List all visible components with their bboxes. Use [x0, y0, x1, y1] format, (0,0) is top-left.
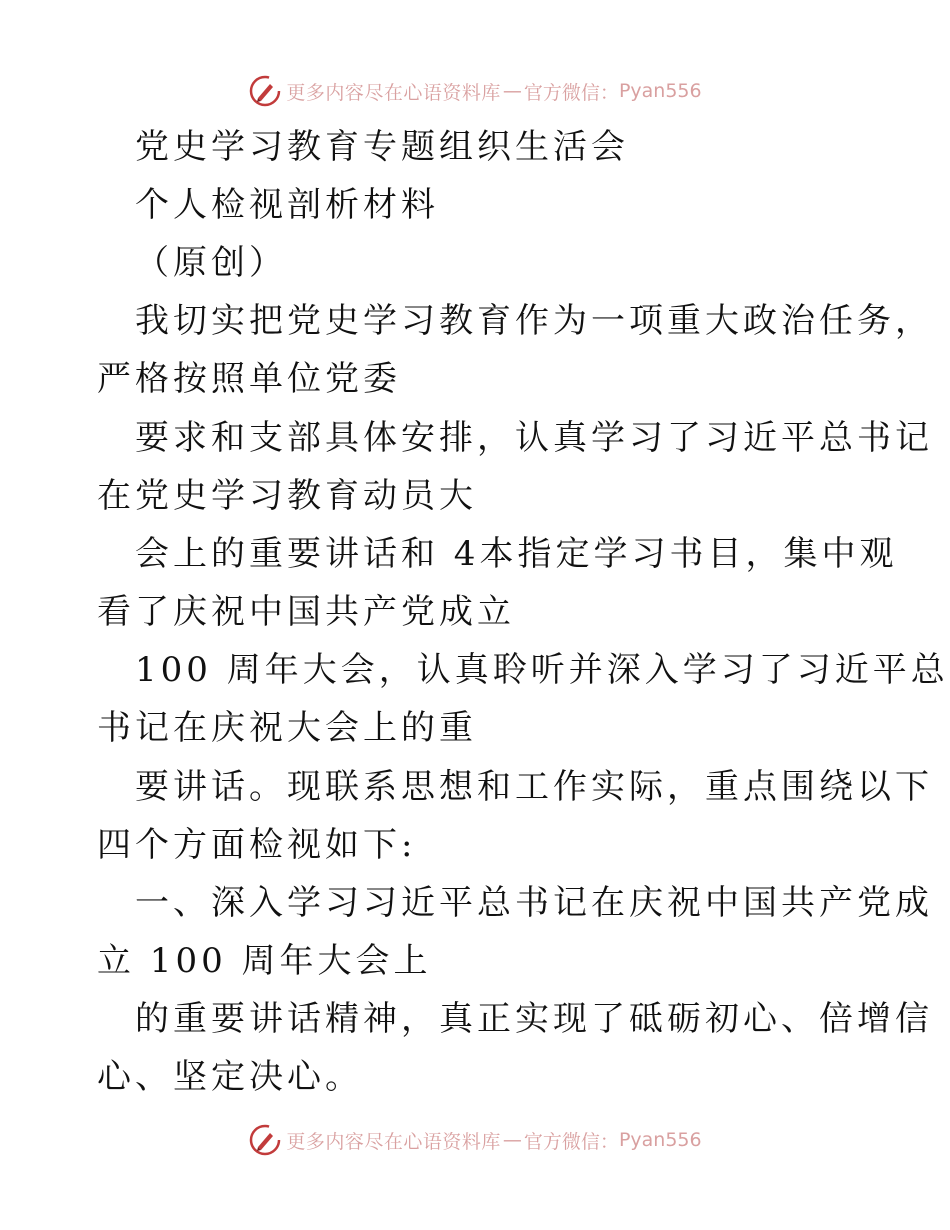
section-heading-line: 一、深入学习习近平总书记在庆祝中国共产党成	[135, 883, 933, 923]
header-watermark	[0, 71, 950, 111]
paragraph-line: 四个方面检视如下:	[97, 825, 417, 865]
paragraph-line: 的重要讲话精神，真正实现了砥砺初心、倍增信	[135, 999, 933, 1039]
document-title: 党史学习教育专题组织生活会	[135, 127, 629, 167]
paragraph-line: 我切实把党史学习教育作为一项重大政治任务，	[135, 301, 933, 341]
watermark-brand: 更多内容尽在心语资料库	[286, 1130, 501, 1153]
pen-circle-logo-icon	[248, 74, 282, 108]
paragraph-line: 会上的重要讲话和 4本指定学习书目，集中观	[135, 534, 898, 574]
document-original-tag: （原创）	[135, 243, 287, 283]
watermark-wechat-id: Pyan556	[618, 1129, 702, 1151]
paragraph-line: 严格按照单位党委	[97, 359, 401, 399]
section-heading-line: 立 100 周年大会上	[97, 941, 432, 981]
paragraph-line: 要讲话。现联系思想和工作实际，重点围绕以下	[135, 767, 933, 807]
paragraph-line: 心、坚定决心。	[97, 1057, 363, 1097]
watermark-separator: —	[502, 80, 522, 102]
paragraph-line: 100 周年大会，认真聆听并深入学习了习近平总	[135, 650, 949, 690]
watermark-wechat-label: 官方微信：	[523, 1130, 619, 1153]
watermark-wechat-label: 官方微信：	[523, 81, 619, 104]
paragraph-line: 在党史学习教育动员大	[97, 476, 477, 516]
pen-circle-logo-icon	[248, 1123, 282, 1157]
paragraph-line: 看了庆祝中国共产党成立	[97, 592, 515, 632]
watermark-wechat-id: Pyan556	[618, 80, 702, 102]
footer-watermark	[0, 1120, 950, 1160]
watermark-brand: 更多内容尽在心语资料库	[286, 81, 501, 104]
document-subtitle: 个人检视剖析材料	[135, 185, 439, 225]
paragraph-line: 要求和支部具体安排，认真学习了习近平总书记	[135, 418, 933, 458]
watermark-separator: —	[502, 1129, 522, 1151]
paragraph-line: 书记在庆祝大会上的重	[97, 708, 477, 748]
